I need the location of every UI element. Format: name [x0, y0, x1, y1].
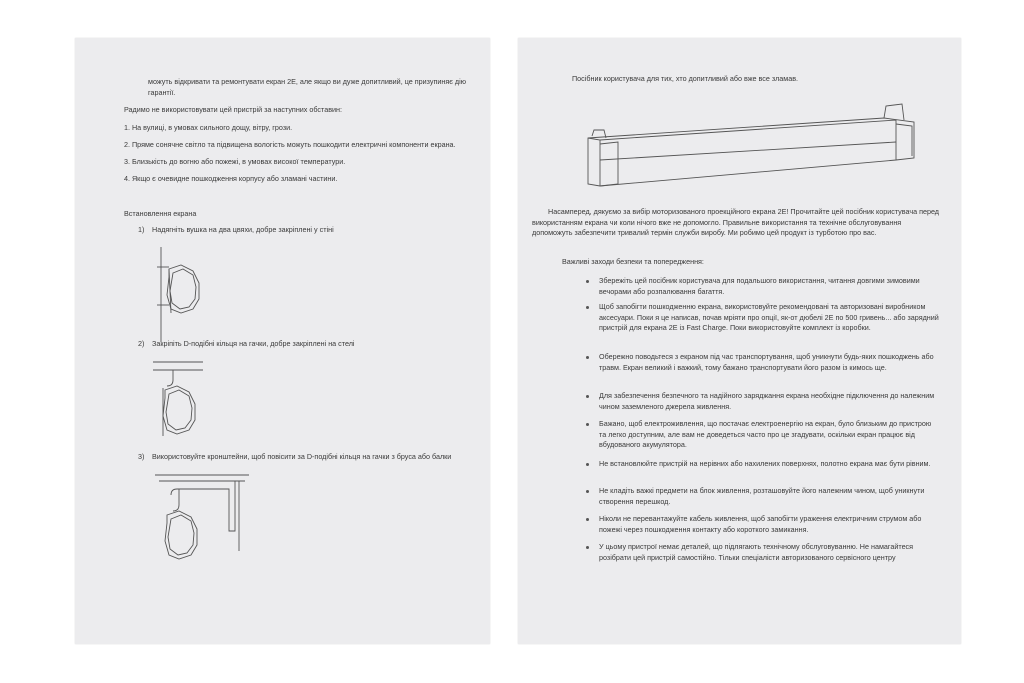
step-number: 2): [138, 339, 145, 348]
bullet-dot: [586, 280, 589, 283]
bullet-dot: [586, 395, 589, 398]
bullet-dot: [586, 546, 589, 549]
bullet-dot: [586, 356, 589, 359]
step-text: Закріпіть D-подібні кільця на гачки, добре закріплені на стелі: [152, 339, 355, 348]
safety-bullet: Не встановлюйте пристрій на нерівних або нахилених поверхнях, полотно екрана має бути рівним.: [599, 459, 931, 468]
safety-bullet: Для забезпечення безпечного та надійного заряджання екрана необхідне підключення до належним чином заземленого джерела живлення.: [599, 391, 935, 411]
safety-bullet: Бажано, щоб електроживлення, що постачає електроенергію на екран, було близьким до пристрою та легко доступним, але вам не доведеться часто про це згадувати, оскільки екран працює від вбудованого акумулятора.: [599, 419, 932, 450]
bullet-dot: [586, 518, 589, 521]
step-number: 1): [138, 225, 145, 234]
thanks-paragraph: Насамперед, дякуємо за вибір моторизованого проекційного екрана 2Е! Прочитайте цей посібник користувача перед використанням екрана чи коли нічого вже не допомогло. Правильне використання та технічне обслуговування допоможуть забезпечити тривалий термін служби виробу. Ми робимо цей продукт із турботою про вас.: [532, 207, 940, 238]
right-page: [518, 38, 961, 644]
bracket-mount-illustration: [155, 471, 250, 581]
safety-bullet: Ніколи не перевантажуйте кабель живлення, щоб запобігти ураження електричним струмом або пожежі через пошкодження контакту або короткого замикання.: [599, 514, 922, 534]
warning-item: 1. На вулиці, в умовах сильного дощу, вітру, грози.: [124, 123, 293, 132]
safety-bullet: Щоб запобігти пошкодженню екрана, використовуйте рекомендовані та авторизовані виробником аксесуари. Поки я це написав, почав мріяти про опції, як-от дюбелі 2Е по 500 гривень... або зарядний пристрій для екрана 2Е із Fast Charge. Поки використовуйте комплект із коробки.: [599, 302, 939, 333]
ceiling-hook-mount-illustration: [153, 358, 223, 453]
safety-bullet: Збережіть цей посібник користувача для подальшого використання, читання довгими зимовими вечорами або розпалювання багаття.: [599, 276, 920, 296]
warning-item: 4. Якщо є очевидне пошкодження корпусу або зламані частини.: [124, 174, 338, 183]
bullet-dot: [586, 463, 589, 466]
warning-item: 3. Близькість до вогню або пожежі, в умовах високої температури.: [124, 157, 346, 166]
safety-heading: Важливі заходи безпеки та попередження:: [562, 257, 704, 266]
step-text: Надягніть вушка на два цвяхи, добре закріплені у стіні: [152, 225, 334, 234]
safety-bullet: У цьому пристрої немає деталей, що підлягають технічному обслуговуванню. Не намагайтеся розібрати цей пристрій самостійно. Тільки спеціалісти авторизованого сервісного центру: [599, 542, 914, 562]
page-header-note: Посібник користувача для тих, хто допитливий або вже все зламав.: [572, 74, 799, 83]
wall-nail-mount-illustration: [153, 247, 223, 342]
left-page: [75, 38, 490, 644]
warning-item: 2. Пряме сонячне світло та підвищена вологість можуть пошкодити електричні компоненти екрана.: [124, 140, 456, 149]
safety-bullet: Не кладіть важкі предмети на блок живлення, розташовуйте його належним чином, щоб уникнути створення перешкод.: [599, 486, 925, 506]
step-number: 3): [138, 452, 145, 461]
motorized-screen-housing-illustration: [584, 100, 919, 200]
step-text: Використовуйте кронштейни, щоб повісити за D-подібні кільця на гачки з бруса або балки: [152, 452, 452, 461]
install-heading: Встановлення екрана: [124, 209, 197, 218]
intro-continuation: можуть відкривати та ремонтувати екран 2Е, але якщо ви дуже допитливий, це призупиняє дію гарантії.: [148, 77, 467, 97]
safety-bullet: Обережно поводьтеся з екраном під час транспортування, щоб уникнути будь-яких пошкоджень або травм. Екран великий і важкий, тому бажано транспортувати його разом із кимось ще.: [599, 352, 934, 372]
bullet-dot: [586, 306, 589, 309]
bullet-dot: [586, 490, 589, 493]
warning-heading: Радимо не використовувати цей пристрій за наступних обставин:: [124, 105, 343, 114]
bullet-dot: [586, 423, 589, 426]
